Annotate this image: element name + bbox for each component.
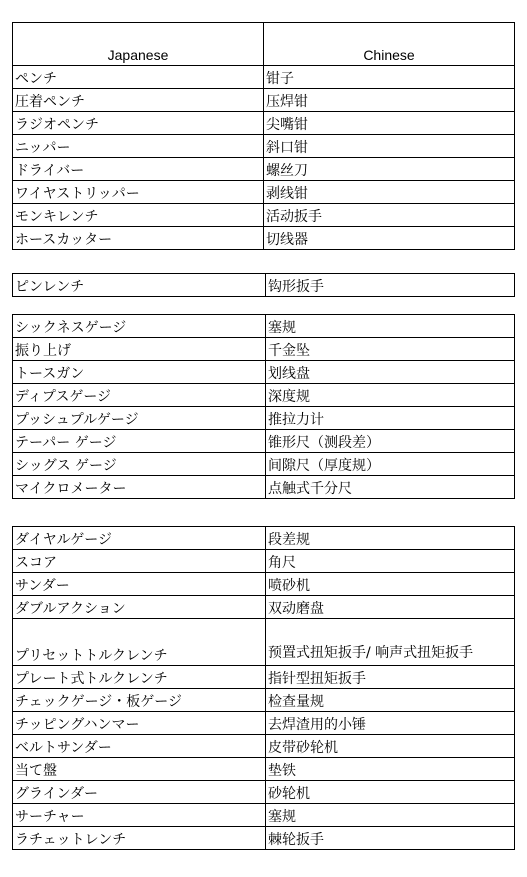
- table-row: [13, 274, 515, 297]
- table-row: [13, 315, 515, 338]
- chinese-term: 划线盘: [266, 361, 515, 384]
- japanese-term: スコア: [13, 550, 266, 573]
- table-block-4: [12, 526, 515, 850]
- japanese-term: グラインダー: [13, 781, 266, 804]
- table-row: [13, 181, 515, 204]
- table-row: [13, 112, 515, 135]
- chinese-term: 锥形尺（测段差）: [266, 430, 515, 453]
- chinese-term: 段差规: [266, 527, 515, 550]
- table-row: [13, 758, 515, 781]
- japanese-term: サーチャー: [13, 804, 266, 827]
- japanese-term: ラチェットレンチ: [13, 827, 266, 850]
- table-row: [13, 338, 515, 361]
- japanese-term: シッグス ゲージ: [13, 453, 266, 476]
- chinese-term: 尖嘴钳: [264, 112, 515, 135]
- table-row: [13, 204, 515, 227]
- table-block-1: [12, 22, 515, 250]
- table-row: [13, 573, 515, 596]
- japanese-term: ホースカッター: [13, 227, 264, 250]
- table-row: [13, 135, 515, 158]
- japanese-term: ドライバー: [13, 158, 264, 181]
- chinese-term: 压焊钳: [264, 89, 515, 112]
- japanese-term: チッピングハンマー: [13, 712, 266, 735]
- header-japanese: Japanese: [13, 23, 264, 66]
- chinese-term: 间隙尺（厚度规）: [266, 453, 515, 476]
- chinese-term: 角尺: [266, 550, 515, 573]
- japanese-term: サンダー: [13, 573, 266, 596]
- table-row: [13, 407, 515, 430]
- table-row: [13, 430, 515, 453]
- chinese-term: 棘轮扳手: [266, 827, 515, 850]
- japanese-term: ダイヤルゲージ: [13, 527, 266, 550]
- chinese-term: 千金坠: [266, 338, 515, 361]
- chinese-term: 斜口钳: [264, 135, 515, 158]
- chinese-term: 砂轮机: [266, 781, 515, 804]
- chinese-term: 推拉力计: [266, 407, 515, 430]
- chinese-term: 钩形扳手: [266, 274, 515, 297]
- table-row: [13, 158, 515, 181]
- japanese-term: プレート式トルクレンチ: [13, 666, 266, 689]
- chinese-term: 垫铁: [266, 758, 515, 781]
- japanese-term: ワイヤストリッパー: [13, 181, 264, 204]
- table-row: [13, 453, 515, 476]
- chinese-term: 活动扳手: [264, 204, 515, 227]
- chinese-term: 切线器: [264, 227, 515, 250]
- table-block-3: [12, 314, 515, 499]
- table-row: [13, 596, 515, 619]
- japanese-term: ダブルアクション: [13, 596, 266, 619]
- japanese-term: 振り上げ: [13, 338, 266, 361]
- table-row: [13, 227, 515, 250]
- table-row: [13, 804, 515, 827]
- tool-table-1: [12, 22, 515, 250]
- table-row: [13, 361, 515, 384]
- chinese-term: 点触式千分尺: [266, 476, 515, 499]
- table-row: [13, 735, 515, 758]
- japanese-term: モンキレンチ: [13, 204, 264, 227]
- japanese-term: 圧着ペンチ: [13, 89, 264, 112]
- japanese-term: ピンレンチ: [13, 274, 266, 297]
- header-chinese: Chinese: [264, 23, 515, 66]
- chinese-term: 指针型扭矩扳手: [266, 666, 515, 689]
- chinese-term: 螺丝刀: [264, 158, 515, 181]
- table-row: [13, 66, 515, 89]
- chinese-term: 深度规: [266, 384, 515, 407]
- japanese-term: ペンチ: [13, 66, 264, 89]
- chinese-term: 塞规: [266, 315, 515, 338]
- chinese-term: 预置式扭矩扳手/ 响声式扭矩扳手: [266, 619, 515, 666]
- japanese-term: トースガン: [13, 361, 266, 384]
- table-row: [13, 384, 515, 407]
- table-row: [13, 89, 515, 112]
- japanese-term: プッシュプルゲージ: [13, 407, 266, 430]
- chinese-term: 塞规: [266, 804, 515, 827]
- tool-table-4: [12, 526, 515, 850]
- tool-table-3: [12, 314, 515, 499]
- japanese-term: ニッパー: [13, 135, 264, 158]
- table-row: [13, 781, 515, 804]
- tool-table-2: [12, 273, 515, 297]
- table-row: [13, 689, 515, 712]
- japanese-term: ベルトサンダー: [13, 735, 266, 758]
- chinese-term: 剥线钳: [264, 181, 515, 204]
- japanese-term: 当て盤: [13, 758, 266, 781]
- table-header-row: [13, 23, 515, 66]
- japanese-term: ディプスゲージ: [13, 384, 266, 407]
- table-row: [13, 666, 515, 689]
- table-row: [13, 476, 515, 499]
- japanese-term: マイクロメーター: [13, 476, 266, 499]
- table-row: [13, 527, 515, 550]
- table-block-2: [12, 273, 515, 297]
- table-row: [13, 550, 515, 573]
- japanese-term: テーパー ゲージ: [13, 430, 266, 453]
- chinese-term: 皮带砂轮机: [266, 735, 515, 758]
- chinese-term: 检查量规: [266, 689, 515, 712]
- table-row: [13, 619, 515, 666]
- chinese-term: 钳子: [264, 66, 515, 89]
- japanese-term: ラジオペンチ: [13, 112, 264, 135]
- chinese-term: 喷砂机: [266, 573, 515, 596]
- chinese-term: 去焊渣用的小锤: [266, 712, 515, 735]
- japanese-term: シックネスゲージ: [13, 315, 266, 338]
- japanese-term: チェックゲージ・板ゲージ: [13, 689, 266, 712]
- table-row: [13, 827, 515, 850]
- table-row: [13, 712, 515, 735]
- chinese-term: 双动磨盘: [266, 596, 515, 619]
- japanese-term: プリセットトルクレンチ: [13, 619, 266, 666]
